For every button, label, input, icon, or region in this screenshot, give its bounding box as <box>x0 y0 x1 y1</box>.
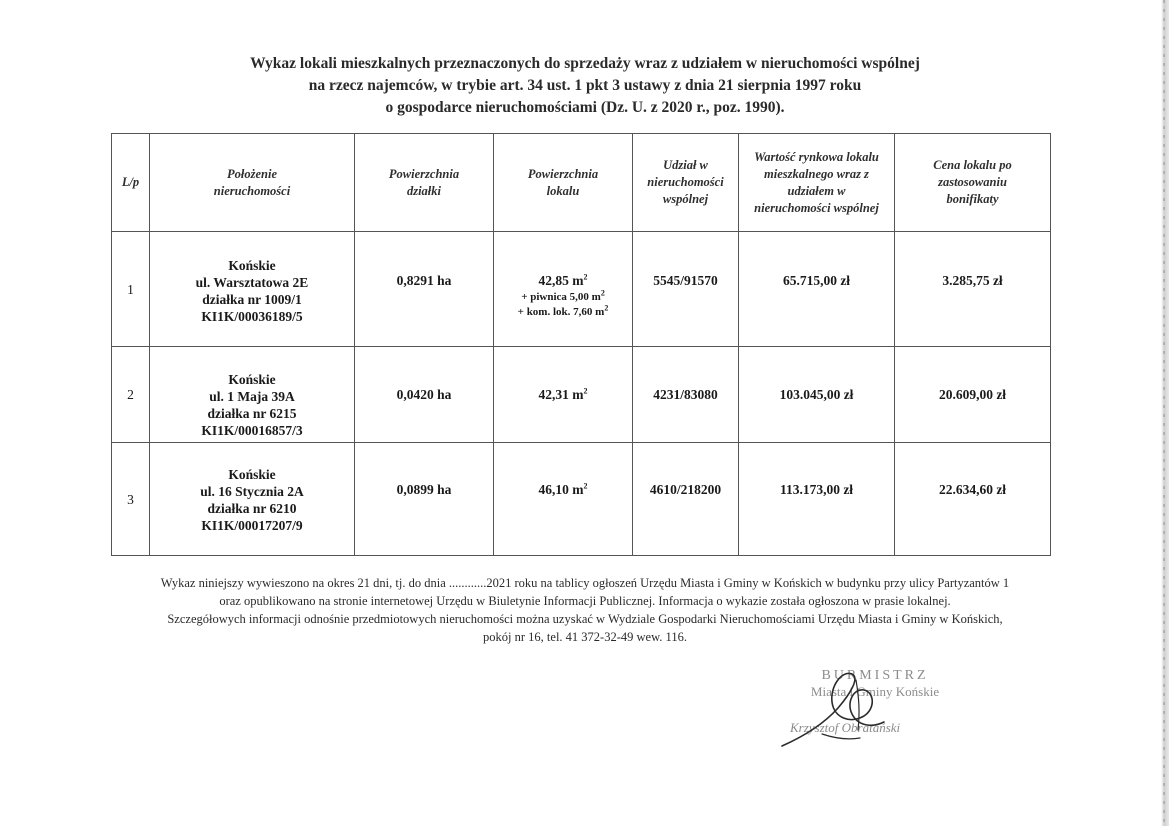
title-line-1: Wykaz lokali mieszkalnych przeznaczonych do sprzedaży wraz z udziałem w nieruchomości wspólnej <box>250 55 920 72</box>
location-city: Końskie <box>228 467 276 482</box>
location-land-register: KI1K/00016857/3 <box>201 423 303 438</box>
table-row <box>112 232 1051 347</box>
flat-area-value: 42,31 <box>538 387 569 402</box>
notice-line-1: Wykaz niniejszy wywieszono na okres 21 dni, tj. do dnia ............2021 roku na tablicy ogłoszeń Urzędu Miasta i Gminy w Końskich w budynku przy ulicy Partyzantów 1 <box>160 576 1010 590</box>
title-line-3: o gospodarce nieruchomościami (Dz. U. z 2020 r., poz. 1990). <box>385 99 785 116</box>
scan-edge-dots <box>1163 0 1165 826</box>
location-cell <box>150 232 355 347</box>
stamp-office: Miasta i Gminy Końskie <box>810 684 940 699</box>
stamp-title: BURMISTRZ <box>821 668 929 683</box>
storage-area: + kom. lok. 7,60 <box>517 306 593 318</box>
price-cell: 22.634,60 zł <box>895 443 1051 556</box>
row-number: 2 <box>112 347 150 443</box>
share-cell: 5545/91570 <box>633 232 739 347</box>
col-header-lp: L/p <box>112 134 150 232</box>
market-value-cell: 65.715,00 zł <box>739 232 895 347</box>
price-cell: 20.609,00 zł <box>895 347 1051 443</box>
flat-area-cell: 42,85 $m^2$ + piwnica 5,00 $m^2$ + kom. lok. 7,60 $m^2$ <box>494 232 633 347</box>
market-value-cell: 113.173,00 zł <box>739 443 895 556</box>
location-city: Końskie <box>228 258 276 273</box>
cellar-area: + piwnica 5,00 <box>521 291 589 303</box>
document-title <box>150 53 1020 119</box>
notice-line-2: oraz opublikowano na stronie internetowej Urzędu w Biuletynie Informacji Publicznej. Informacja o wykazie została ogłoszona w prasie lokalnej. <box>219 594 951 608</box>
notice-line-3: Szczegółowych informacji odnośnie przedmiotowych nieruchomości można uzyskać w Wydziale Gospodarki Nieruchomościami Urzędu Miasta i Gminy w Końskich, <box>167 612 1003 626</box>
col-header-location: Położenie nieruchomości <box>150 134 355 232</box>
row-number: 1 <box>112 232 150 347</box>
location-plot: działka nr 6215 <box>207 406 297 421</box>
location-cell <box>150 443 355 556</box>
flat-area-cell: 42,31 $m^2$ <box>494 347 633 443</box>
flat-area-value: 46,10 <box>538 482 569 497</box>
mayor-signature-stamp <box>760 668 980 768</box>
location-plot: działka nr 6210 <box>207 501 297 516</box>
location-plot: działka nr 1009/1 <box>202 292 302 307</box>
location-cell <box>150 347 355 443</box>
table-row <box>112 347 1051 443</box>
share-cell: 4610/218200 <box>633 443 739 556</box>
price-cell: 3.285,75 zł <box>895 232 1051 347</box>
col-header-market-value: Wartość rynkowa lokalu mieszkalnego wraz z udziałem w nieruchomości wspólnej <box>739 134 895 232</box>
table-row <box>112 443 1051 556</box>
col-header-flat-area: Powierzchnia lokalu <box>494 134 633 232</box>
location-land-register: KI1K/00017207/9 <box>201 518 303 533</box>
notice-footer <box>40 574 1130 646</box>
flat-area-cell: 46,10 $m^2$ <box>494 443 633 556</box>
location-street: ul. 16 Stycznia 2A <box>200 484 304 499</box>
plot-area-cell: 0,8291 ha <box>355 232 494 347</box>
plot-area-cell: 0,0899 ha <box>355 443 494 556</box>
market-value-cell: 103.045,00 zł <box>739 347 895 443</box>
plot-area-cell: 0,0420 ha <box>355 347 494 443</box>
col-header-share: Udział w nieruchomości wspólnej <box>633 134 739 232</box>
col-header-plot-area: Powierzchnia działki <box>355 134 494 232</box>
share-cell: 4231/83080 <box>633 347 739 443</box>
location-land-register: KI1K/00036189/5 <box>201 309 303 324</box>
title-line-2: na rzecz najemców, w trybie art. 34 ust. 1 pkt 3 ustawy z dnia 21 sierpnia 1997 roku <box>308 77 862 94</box>
col-header-price: Cena lokalu po zastosowaniu bonifikaty <box>895 134 1051 232</box>
location-street: ul. Warsztatowa 2E <box>195 275 309 290</box>
notice-line-4: pokój nr 16, tel. 41 372-32-49 wew. 116. <box>483 630 687 644</box>
location-street: ul. 1 Maja 39A <box>209 389 295 404</box>
table-header-row <box>112 134 1051 232</box>
location-city: Końskie <box>228 372 276 387</box>
handwritten-signature-icon <box>760 668 980 768</box>
row-number: 3 <box>112 443 150 556</box>
properties-table <box>111 133 1051 556</box>
flat-area-value: 42,85 <box>538 273 569 288</box>
stamp-name: Krzysztof Obratański <box>790 720 901 735</box>
